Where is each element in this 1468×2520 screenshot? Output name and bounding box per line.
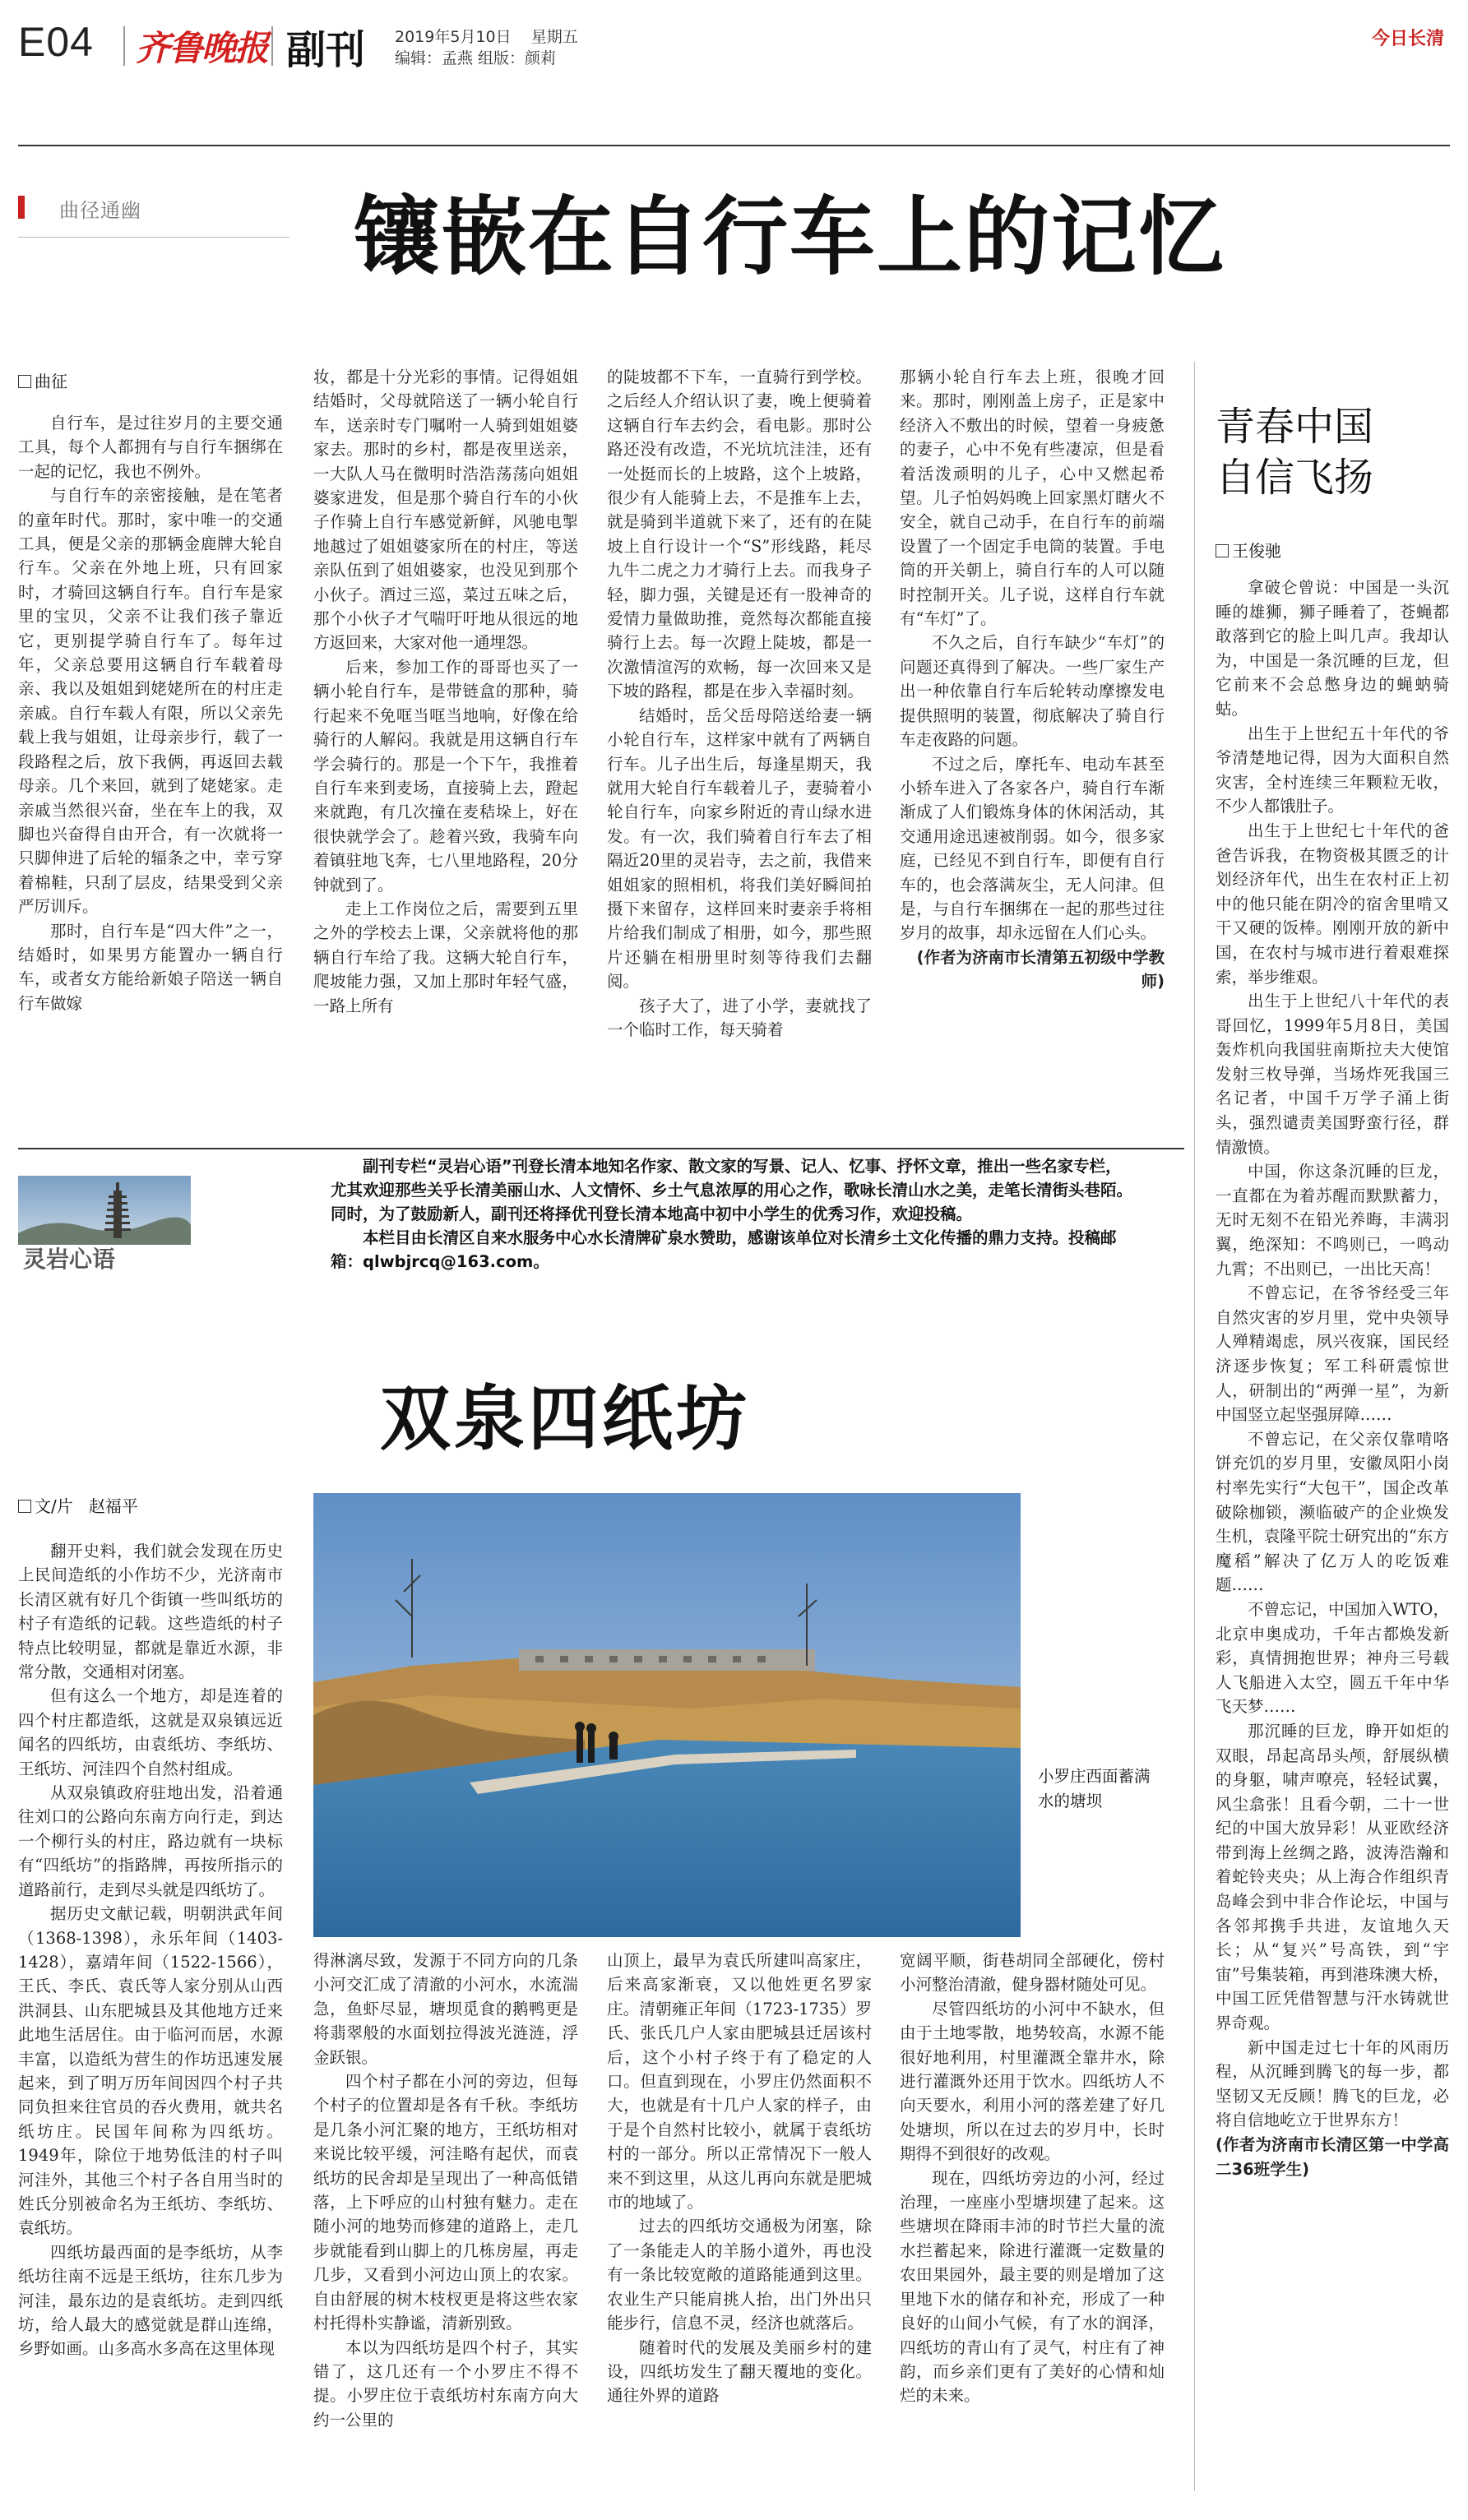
- paragraph: 现在，四纸坊旁边的小河，经过治理，一座座小型塘坝建了起来。这些塘坝在降雨丰沛的时节拦大量的流水拦蓄起来，除进行灌溉一定数量的农田果园外，最主要的则是增加了这里地下水的储存和补充，形成了一种良好的山间小气候，有了水的润泽，四纸坊的青山有了灵气，村庄有了神韵，而乡亲们更有了美好的心情和灿烂的未来。: [900, 2168, 1165, 2406]
- column-head-top: [18, 191, 150, 224]
- paragraph: 翻开史料，我们就会发现在历史上民间造纸的小作坊不少，光济南市长清区就有好几个街镇一些叫纸坊的村子有造纸的记载。这些造纸的村子特点比较明显，都就是靠近水源，非常分散，交通相对闭塞。: [18, 1542, 283, 1682]
- paragraph: 新中国走过七十年的风雨历程，从沉睡到腾飞的每一步，都坚韧又无反顾！腾飞的巨龙，必将自信地屹立于世界东方！: [1216, 2037, 1449, 2130]
- article3-col-4: [900, 1949, 1165, 2408]
- paragraph: 出生于上世纪七十年代的爸爸告诉我，在物资极其匮乏的计划经济年代，出生在农村正上初中的他只能在阴冷的宿舍里啃又干又硬的饭棒。刚刚开放的新中国，在农村与城市进行着艰难探索，举步维艰。: [1216, 821, 1449, 987]
- header-divider: [123, 26, 125, 66]
- paragraph: 不久之后，自行车缺少“车灯”的问题还真得到了解决。一些厂家生产出一种依靠自行车后轮转动摩擦发电提供照明的装置，彻底解决了骑自行车走夜路的问题。: [900, 633, 1165, 750]
- paragraph: 那时，自行车是“四大件”之一，结婚时，如果男方能置办一辆自行车，或者女方能给新娘子陪送一辆自行车做嫁: [18, 921, 283, 1013]
- article3-title: 双泉四纸坊: [380, 1378, 750, 1460]
- paragraph: 随着时代的发展及美丽乡村的建设，四纸坊发生了翻天覆地的变化。通往外界的道路: [607, 2337, 872, 2406]
- notice-paragraph: 副刊专栏“灵岩心语”刊登长清本地知名作家、散文家的写景、记人、忆事、抒怀文章，推出一些名家专栏，尤其欢迎那些关乎长清美丽山水、人文情怀、乡土气息浓厚的用心之作，歌咏长清山水之美，走笔长清街头巷陌。同时，为了鼓励新人，副刊还将择优刊登长清本地高中初中小学生的优秀习作，欢迎投稿。: [331, 1157, 1133, 1223]
- article3-col-3: [607, 1949, 872, 2408]
- paragraph: 过去的四纸坊交通极为闭塞，除了一条能走人的羊肠小道外，再也没有一条比较宽敞的道路能通到这里。农业生产只能肩挑人抬，出门外出只能步行，信息不灵，经济也就落后。: [607, 2217, 872, 2333]
- paragraph: 本以为四纸坊是四个村子，其实错了，这几还有一个小罗庄不得不提。小罗庄位于袁纸坊村东南方向大约一公里的: [313, 2337, 578, 2430]
- section-name: 副刊: [286, 27, 366, 73]
- section-rule: [18, 1148, 1184, 1149]
- right-column-divider: [1194, 362, 1195, 2491]
- author-note: (作者为济南市长清第五初级中学教师): [916, 947, 1165, 992]
- paragraph: 但有这么一个地方，却是连着的四个村庄都造纸，这就是双泉镇远近闻名的四纸坊，由袁纸坊、李纸坊、王纸坊、河洼四个自然村组成。: [18, 1686, 283, 1778]
- paragraph: 不过之后，摩托车、电动车甚至小轿车进入了各家各户，骑自行车渐渐成了人们锻炼身体的休闲活动，其交通用途迅速被削弱。如今，很多家庭，已经见不到自行车，即便有自行车的，也会落满灰尘，无人问津。但是，与自行车捆绑在一起的那些过往岁月的故事，却永远留在人们心头。: [900, 754, 1165, 943]
- paragraph: 不曾忘记，中国加入WTO，北京申奥成功，千年古都焕发新彩，真情拥抱世界；神舟三号载人飞船进入太空，圆五千年中华飞天梦……: [1216, 1599, 1449, 1717]
- paragraph: 走上工作岗位之后，需要到五里之外的学校去上课，父亲就将他的那辆自行车给了我。这辆大轮自行车，爬坡能力强，又加上那时年轻气盛，一路上所有: [313, 899, 578, 1015]
- editor-notice: [331, 1154, 1137, 1274]
- paragraph: 后来，参加工作的哥哥也买了一辆小轮自行车，是带链盒的那种，骑行起来不免哐当哐当地响，好像在给骑行的人解闷。我就是用这辆自行车学会骑行的。那是一个下午，我推着自行车来到麦场，直接骑上去，蹬起来就跑，有几次撞在麦秸垛上，好在很快就学会了。趁着兴致，我骑车向着镇驻地飞奔，七八里地路程，20分钟就到了。: [313, 657, 578, 895]
- article1-col-1: [18, 411, 283, 1015]
- paragraph: 自行车，是过往岁月的主要交通工具，每个人都拥有与自行车捆绑在一起的记忆，我也不例外。: [18, 414, 283, 481]
- paragraph: 得淋漓尽致，发源于不同方向的几条小河交汇成了清澈的小河水，水流湍急，鱼虾尽显，塘坝觅食的鹅鸭更是将翡翠般的水面划拉得波光涟涟，浮金跃银。: [313, 1951, 578, 2067]
- paragraph: 拿破仑曾说：中国是一头沉睡的雄狮，狮子睡着了，苍蝇都敢落到它的脸上叫几声。我却认为，中国是一条沉睡的巨龙，但它前来不会总憋身边的蝇蚋骑蛄。: [1216, 578, 1449, 719]
- article3-col-1: [18, 1539, 283, 2361]
- paragraph: 那辆小轮自行车去上班，很晚才回来。那时，刚刚盖上房子，正是家中经济入不敷出的时候，望着一身疲惫的妻子，心中不免有些凄凉，但是看着活泼顽明的儿子，心中又燃起希望。儿子怕妈妈晚上回家黑灯瞎火不安全，就自己动手，在自行车的前端设置了一个固定手电筒的装置。手电筒的开关朝上，骑自行车的人可以随时控制开关。儿子说，这样自行车就有“车灯”了。: [900, 368, 1165, 629]
- article3-byline: 文/片 赵福平: [18, 1493, 138, 1517]
- paragraph: 四纸坊最西面的是李纸坊，从李纸坊往南不远是王纸坊，往东几步为河洼，最东边的是袁纸坊。走到四纸坊，给人最大的感觉就是群山连绵，乡野如画。山多高水多高在这里体现: [18, 2242, 283, 2359]
- notice-paragraph: 本栏目由长清区自来水服务中心水长清牌矿泉水赞助，感谢该单位对长清乡土文化传播的鼎力支持。投稿邮箱：qlwbjrcq@163.com。: [331, 1228, 1117, 1271]
- author-note: (作者为济南市长清区第一中学高二36班学生): [1216, 2135, 1449, 2179]
- article2-title: 青春中国 自信飞扬: [1216, 404, 1374, 501]
- paragraph: 尽管四纸坊的小河中不缺水，但由于土地零散，地势较高，水源不能很好地利用，村里灌溉全靠井水，除进行灌溉外还用于饮水。四纸坊人不向天要水，利用小河的落差建了好几处塘坝，所以在过去的岁月中，长时期得不到很好的改观。: [900, 1999, 1165, 2164]
- regional-tag: 今日长清: [1372, 29, 1445, 49]
- page-number: E04: [18, 19, 94, 65]
- column-head-label: 灵岩心语: [23, 1246, 116, 1273]
- pagoda-graphic: [18, 1176, 191, 1245]
- paragraph: 妆，都是十分光彩的事情。记得姐姐结婚时，父母就陪送了一辆小轮自行车，送亲时专门嘱咐一人骑到姐姐婆家去。那时的乡村，都是夜里送亲，一大队人马在微明时浩浩荡荡向姐姐婆家进发，但是那个骑自行车的小伙子作骑上自行车感觉新鲜，风驰电掣地越过了姐姐婆家所在的村庄，等送亲队伍到了姐姐婆家，也没见到那个小伙子。酒过三巡，菜过五味之后，那个小伙子才气喘吁吁地从很远的地方返回来，大家对他一通埋怨。: [313, 368, 578, 653]
- article1-byline: 曲征: [18, 368, 67, 392]
- paragraph: 与自行车的亲密接触，是在笔者的童年时代。那时，家中唯一的交通工具，便是父亲的那辆金鹿牌大轮自行车。父亲在外地上班，只有回家时，才骑回这辆自行车。自行车是家里的宝贝，父亲不让我们孩子靠近它，更别提学骑自行车了。每年过年，父亲总要用这辆自行车载着母亲、我以及姐姐到姥姥所在的村庄走亲戚。自行车载人有限，所以父亲先载上我与姐姐，让母亲步行，载了一段路程之后，放下我俩，再返回去载母亲。几个来回，就到了姥姥家。走亲戚当然很兴奋，坐在车上的我，双脚也兴奋得自由开合，有一次就将一只脚伸进了后轮的辐条之中，幸亏穿着棉鞋，只刮了层皮，结果受到父亲严厉训斥。: [18, 486, 283, 917]
- paragraph: 不曾忘记，在父亲仅靠啃咯饼充饥的岁月里，安徽凤阳小岗村率先实行“大包干”，国企改革破除枷锁，濒临破产的企业焕发生机，袁隆平院士研究出的“东方魔稻”解决了亿万人的吃饭难题……: [1216, 1429, 1449, 1595]
- issue-date: 2019年5月10日 星期五: [395, 28, 578, 46]
- article1-col-2: [313, 365, 578, 1018]
- header-divider-2: [271, 26, 273, 66]
- article2-body: [1216, 576, 1449, 2181]
- paragraph: 山顶上，最早为袁氏所建叫高家庄，后来高家渐衰，又以他姓更名罗家庄。清朝雍正年间（1723-1735）罗氏、张氏几户人家由肥城县迁居该村后，这个小村子终于有了稳定的人口。但直到现在，小罗庄仍然面积不大，也就是有十几户人家的样子，由于是个自然村比较小，就属于袁纸坊村的一部分。所以正常情况下一般人来不到这里，从这儿再向东就是肥城市的地域了。: [607, 1951, 872, 2213]
- article1-col-4: [900, 365, 1165, 994]
- paragraph: 出生于上世纪五十年代的爷爷清楚地记得，因为大面积自然灾害，全村连续三年颗粒无收，不少人都饿肚子。: [1216, 724, 1449, 816]
- paragraph: 从双泉镇政府驻地出发，沿着通往刘口的公路向东南方向行走，到达一个柳行头的村庄，路边就有一块标有“四纸坊”的指路牌，再按所指示的道路前行，走到尽头就是四纸坊了。: [18, 1783, 283, 1899]
- paragraph: 孩子大了，进了小学，妻就找了一个临时工作，每天骑着: [607, 996, 872, 1039]
- photo-caption: 小罗庄西面蓄满水的塘坝: [1038, 1767, 1151, 1810]
- byline-box-icon: [18, 375, 31, 388]
- paragraph: 那沉睡的巨龙，睁开如炬的双眼，昂起高昂头颅，舒展纵横的身躯，啸声嘹亮，轻轻试翼，风尘翕张！且看今朝，二十一世纪的中国大放异彩！从亚欧经济带到海上丝绸之路，波涛浩瀚和着蛇铃夹央；从上海合作组织青岛峰会到中非合作论坛，中国与各邻邦携手共进，友谊地久天长；从“复兴”号高铁，到“宇宙”号集装箱，再到港珠澳大桥，中国工匠凭借智慧与汗水铸就世界奇观。: [1216, 1721, 1449, 2033]
- article1-col-3: [607, 365, 872, 1042]
- paragraph: 中国，你这条沉睡的巨龙，一直都在为着苏醒而默默蓄力，无时无刻不在铅光养晦，丰满羽翼，绝深知：不鸣则已，一鸣动九霄；不出则已，一出比天高！: [1216, 1162, 1449, 1278]
- editor-line: 编辑：孟燕 组版：颜莉: [395, 49, 557, 67]
- paragraph: 四个村子都在小河的旁边，但每个村子的位置却是各有千秋。李纸坊是几条小河汇聚的地方，王纸坊相对来说比较平缓，河洼略有起伏，而袁纸坊的民舍却是呈现出了一种高低错落，上下呼应的山村独有魅力。走在随小河的地势而修建的道路上，走几步就能看到山脚上的几栋房屋，再走几步，又看到小河边山顶上的农家。自由舒展的树木枝杈更是将这些农家村托得朴实静谧，清新别致。: [313, 2072, 578, 2333]
- paragraph: 据历史文献记载，明朝洪武年间（1368-1398），永乐年间（1403-1428），嘉靖年间（1522-1566），王氏、李氏、袁氏等人家分别从山西洪洞县、山东肥城县及其他地方迁来此地生活居住。由于临河而居，水源丰富，以造纸为营生的作坊迅速发展起来，到了明万历年间因四个村子共同负担来往官员的吞火费用，就共名纸坊庄。民国年间称为四纸坊。1949年，除位于地势低洼的村子叫河洼外，其他三个村子各自用当时的姓氏分别被命名为王纸坊、李纸坊、袁纸坊。: [18, 1904, 283, 2238]
- article2-byline: 王俊驰: [1216, 538, 1281, 562]
- column-head-bar: [18, 196, 25, 219]
- column-head-middle: [18, 1176, 191, 1274]
- paragraph: 的陡坡都不下车，一直骑行到学校。之后经人介绍认识了妻，晚上便骑着这辆自行车去约会，看电影。那时公路还没有改造，不光坑坑洼洼，还有一处挺而长的上坡路，这个上坡路，很少有人能骑上去，不是推车上去，就是骑到半道就下来了，还有的在陡坡上自行设计一个“S”形线路，耗尽九牛二虎之力才骑行上去。而我身子轻，脚力强，关键是还有一股神奇的爱情力量做助推，竟然每次都能直接骑行上去。每一次蹬上陡坡，都是一次激情渲泻的欢畅，每一次回来又是下坡的路程，都是在步入幸福时刻。: [607, 368, 872, 701]
- column-head-label: 曲径通幽: [59, 199, 141, 222]
- article3-photo: [313, 1493, 1021, 1937]
- masthead-logo: 齐鲁晚报: [136, 28, 268, 68]
- paragraph: 宽阔平顺，街巷胡同全部硬化，傍村小河整治清澈，健身器材随处可见。: [900, 1951, 1165, 1995]
- paragraph: 结婚时，岳父岳母陪送给妻一辆小轮自行车，这样家中就有了两辆自行车。儿子出生后，每逢星期天，我就用大轮自行车载着儿子，妻骑着小轮自行车，向家乡附近的青山绿水进发。有一次，我们骑着自行车去了相隔近20里的灵岩寺，去之前，我借来姐姐家的照相机，将我们美好瞬间拍摄下来留存，这样回来时妻亲手将相片给我们制成了相册，如今，那些照片还躺在相册里时刻等待我们去翻阅。: [607, 705, 872, 992]
- article1-title: 镶嵌在自行车上的记忆: [354, 187, 1226, 287]
- byline-box-icon: [18, 1500, 31, 1513]
- column-head-rule: [18, 237, 289, 238]
- header-rule: [18, 145, 1450, 146]
- paragraph: 出生于上世纪八十年代的表哥回忆，1999年5月8日，美国轰炸机向我国驻南斯拉夫大使馆发射三枚导弹，当场炸死我国三名记者，中国千万学子涌上街头，强烈谴责美国野蛮行径，群情激愤。: [1216, 992, 1449, 1157]
- article3-col-2: [313, 1949, 578, 2432]
- reservoir-photo: [313, 1493, 1021, 1937]
- page-header: [0, 0, 1468, 82]
- paragraph: 不曾忘记，在爷爷经受三年自然灾害的岁月里，党中央领导人殚精竭虑，夙兴夜寐，国民经济逐步恢复；军工科研震惊世人，研制出的“两弹一星”，为新中国竖立起坚强屏障……: [1216, 1283, 1449, 1425]
- byline-box-icon: [1216, 544, 1229, 557]
